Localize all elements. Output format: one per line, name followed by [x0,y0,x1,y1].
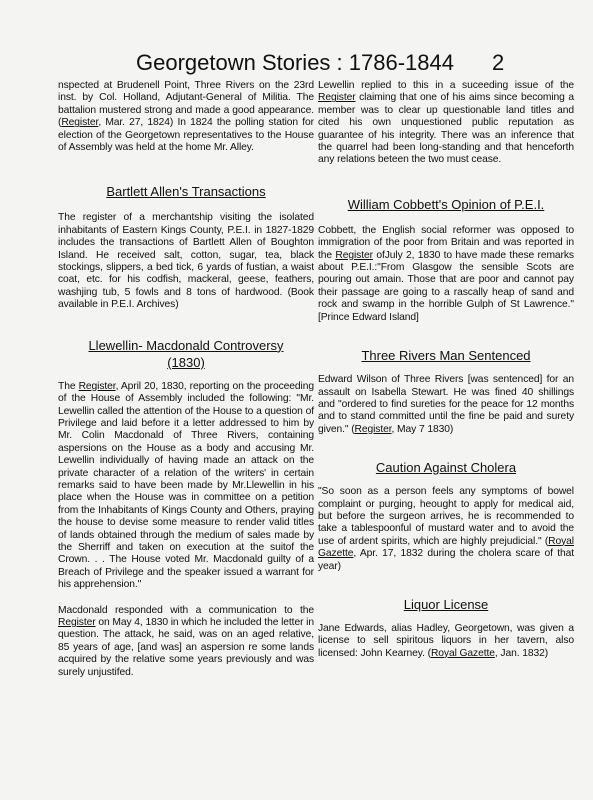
section-heading-cobbett: William Cobbett's Opinion of P.E.I. [347,196,545,212]
cobbett-paragraph [318,225,574,324]
cobbett-text: Cobbett, the English social reformer was opposed to immigration of the poor from Britain and was reported in the [318,224,574,261]
reply-text-end: claiming that one of his aims since becoming a member was to clear up questionable land titles and cited his own unquestioned public reputation as guarantee of his integrity. There was an inference that the quarrel had been long-standing and that henceforth any relations beteen the two must cease. [318,92,574,166]
three-rivers-text: Edward Wilson of Three Rivers [was sentenced] for an assault on Isabella Stewart. He was fined 40 shillings and "ordered to find sureties for the peace for 12 months and to stand committed until the fine be paid and surety given." ( [318,374,574,435]
reply-text: Lewellin replied to this in a suceeding issue of the [318,80,574,91]
source-citation: Royal Gazette [430,647,495,659]
liquor-text: Jane Edwards, alias Hadley, Georgetown, was given a license to sell spiritous liquors in her tavern, also licensed: John Kearney. ( [318,622,574,659]
section-heading-cholera: Caution Against Cholera [375,460,517,476]
bartlett-paragraph: The register of a merchantship visiting the isolated inhabitants of Eastern Kings County, P.E.I. in 1827-1829 includes the transactions of Bartlett Allen of Boughton Island. He received salt, cotton, sugar, tea, black stockings, slippers, a bed tick, 6 yards of fustian, a waist coat, etc. for his codfish, mackeral, geese, feathers, washjing tub, 5 fowls and 8 tons of hardwood. (Book available in P.E.I. Archives) [58,212,314,311]
liquor-paragraph [318,623,574,660]
cholera-paragraph [318,486,574,573]
llewellin-paragraph-2 [58,605,314,679]
heading-line-1: Llewellin- Macdonald Controversy [88,337,284,353]
section-heading-bartlett: Bartlett Allen's Transactions [106,184,266,200]
source-citation: Register [335,249,373,261]
source-citation: Register [318,92,356,104]
cholera-text: "So soon as a person feels any symptoms of bowel complaint or purging, heought to apply for medical aid, but before the surgeon arrives, he is recommended to take a tablespoonful of mustard water and to avoid the use of ardent spirits, which are highly prejudicial." ( [318,486,574,547]
p1-text-end: , April 20, 1830, reporting on the proceeding of the House of Assembly included the following: "Mr. Lewellin called the attention of the House to a question of Privilege and laid before it a letter addressed to him by Mr. Colin Macdonald of Three Rivers, containing aspersions on the House as a body and accusing Mr. Lewellin individually of having made an attack on the private character of a relation of the writers' in certain remarks said to have been made by Mr.Llewellin in his place when the House was in committee on a petition from the Inhabitants of Kings County and Others, praying the house to devise some measure to render valid titles of lands obtained through the medium of sales made by the Sherriff and taken on execution at the suitof the Crown. . . The House voted Mr. Macdonald guilty of a Breach of Privilege and the speaker issued a warrant for his apprehension." [58,380,314,591]
heading-line-2: (1830) [167,354,205,370]
intro-text: nspected at Brudenell Point, Three Rivers on the 23rd inst. by Col. Holland, Adjutant-General of Militia. The battalion mustered strong and made a good appearance. ( [58,80,314,129]
source-citation: Register [78,380,116,392]
three-rivers-paragraph [318,374,574,436]
three-rivers-text-end: , May 7 1830) [391,423,454,435]
section-heading-liquor: Liquor License [403,596,489,612]
p2-text-end: on May 4, 1830 in which he included the letter in question. The attack, he said, was on an aged relative, 85 years of age, [and was] an aspersion re some lands acquired by the relative some years previously and was surely unjustifed. [58,617,314,678]
source-citation: Register [58,617,96,628]
llewellin-reply-paragraph [318,80,574,167]
intro-text-end: , Mar. 27, 1824) In 1824 the polling station for election of the Georgetown representatives to the House of Assembly was held at the home Mr. Alley. [58,117,314,154]
right-column [318,80,574,660]
p2-text: Macdonald responded with a communication to the [58,604,314,616]
cobbett-text-end: ofJuly 2, 1830 to have made these remarks about P.E.I.:"From Glasgow the sensible Scots are pouring out amain. Those that are poor and cannot pay their passage are going to a rascally heap of sand and rock and swamp in the horrible Gulph of St Lawrence." [Prince Edward Island] [318,249,574,323]
source-citation: Register [354,423,392,435]
section-heading-llewellin [58,337,314,371]
page-number: 2 [492,50,505,75]
source-citation: Register [61,117,99,129]
page-title: Georgetown Stories : 1786-1844 [136,50,454,75]
section-heading-three-rivers: Three Rivers Man Sentenced [361,348,531,364]
llewellin-paragraph-1 [58,381,314,592]
intro-paragraph [58,80,314,154]
source-citation: Royal Gazette [318,535,574,560]
left-column [58,80,314,679]
liquor-text-end: , Jan. 1832) [494,647,549,659]
p1-text: The [58,380,79,392]
cholera-text-end: , Apr. 17, 1832 during the cholera scare of that year) [318,548,574,572]
